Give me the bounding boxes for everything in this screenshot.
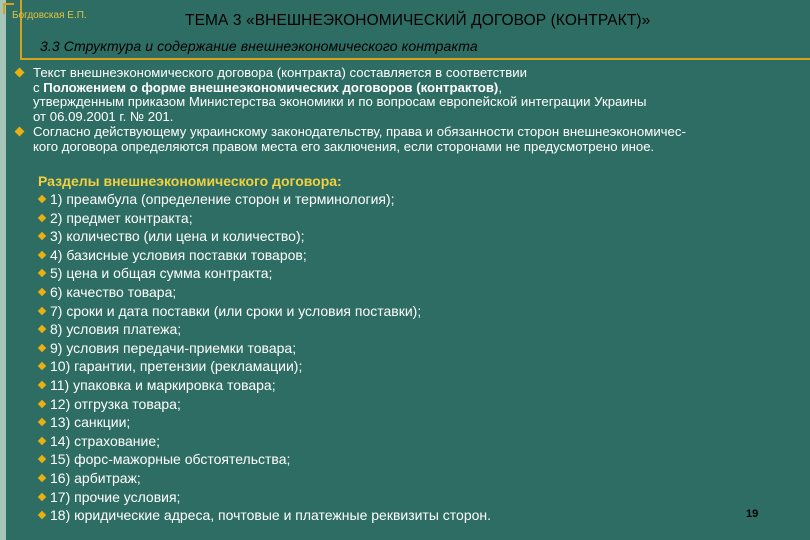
diamond-bullet-icon (15, 68, 25, 78)
bullet-line: от 06.09.2001 г. № 201. (33, 108, 174, 124)
diamond-bullet-icon (38, 232, 46, 240)
section-item-text: 16) арбитраж; (50, 469, 141, 486)
section-item-text: 7) сроки и дата поставки (или сроки и условия поставки); (50, 302, 422, 319)
section-item (38, 320, 598, 339)
section-item (38, 395, 598, 414)
section-item (38, 264, 598, 283)
horizontal-rule (20, 58, 810, 60)
bullet-line (33, 81, 794, 96)
left-ribbon (0, 0, 6, 540)
section-item (38, 227, 598, 246)
contract-sections (38, 172, 598, 525)
section-item (38, 432, 598, 451)
section-item (38, 488, 598, 507)
section-item-text: 17) прочие условия; (50, 488, 181, 505)
diamond-bullet-icon (38, 436, 46, 444)
section-item-text: 11) упаковка и маркировка товара; (50, 376, 276, 393)
section-item-text: 9) условия передачи-приемки товара; (50, 339, 297, 356)
diamond-bullet-icon (38, 213, 46, 221)
regulation-link-text: Положением о форме внешнеэкономических договоров (контрактов) (43, 79, 499, 95)
section-item (38, 413, 598, 432)
section-item (38, 246, 598, 265)
bullet-line: Текст внешнеэкономического договора (контракта) составляется в соответствии (33, 65, 527, 80)
diamond-bullet-icon (38, 362, 46, 370)
author-label: Богдовская Е.П. (12, 10, 87, 21)
bullet-item (14, 66, 794, 124)
section-item-text: 4) базисные условия поставки товаров; (50, 246, 307, 263)
section-item (38, 339, 598, 358)
diamond-bullet-icon (38, 511, 46, 519)
diamond-bullet-icon (38, 325, 46, 333)
section-item-text: 2) предмет контракта; (50, 209, 193, 226)
diamond-bullet-icon (38, 381, 46, 389)
diamond-bullet-icon (15, 127, 25, 137)
section-item (38, 190, 598, 209)
diamond-bullet-icon (38, 269, 46, 277)
slide-title: ТЕМА 3 «ВНЕШНЕЭКОНОМИЧЕСКИЙ ДОГОВОР (КОНТРАКТ)» (185, 12, 651, 29)
section-item-text: 12) отгрузка товара; (50, 395, 181, 412)
section-item-text: 1) преамбула (определение сторон и терминология); (50, 191, 395, 207)
section-item-text: 3) количество (или цена и количество); (50, 228, 305, 245)
section-item (38, 376, 598, 395)
diamond-bullet-icon (38, 455, 46, 463)
diamond-bullet-icon (38, 195, 46, 203)
section-item (38, 506, 598, 525)
diamond-bullet-icon (38, 492, 46, 500)
bullet-line: утвержденным приказом Министерства экономики и по вопросам европейской интеграции Украины (33, 94, 647, 110)
diamond-bullet-icon (38, 251, 46, 259)
diamond-bullet-icon (38, 399, 46, 407)
section-item-text: 14) страхование; (50, 432, 161, 449)
section-item-text: 5) цена и общая сумма контракта; (50, 265, 273, 282)
sections-list (38, 190, 598, 525)
bullet-list (14, 66, 794, 156)
slide-subtitle: 3.3 Структура и содержание внешнеэкономического контракта (40, 38, 478, 54)
bullet-text: , (498, 79, 502, 95)
bullet-line: кого договора определяются правом места его заключения, если сторонами не предусмотрено иное. (33, 138, 655, 154)
section-item (38, 283, 598, 302)
section-item-text: 8) условия платежа; (50, 321, 182, 338)
diamond-bullet-icon (38, 288, 46, 296)
section-item-text: 13) санкции; (50, 414, 131, 431)
page-number: 19 (746, 508, 759, 520)
bullet-line: Согласно действующему украинскому законодательству, права и обязанности сторон внешнеэкономичес- (33, 124, 686, 140)
section-item (38, 450, 598, 469)
sections-heading: Разделы внешнеэкономического договора: (38, 173, 342, 189)
section-item (38, 357, 598, 376)
section-item (38, 302, 598, 321)
diamond-bullet-icon (38, 344, 46, 352)
vertical-rule (20, 0, 22, 60)
diamond-bullet-icon (38, 418, 46, 426)
section-item-text: 18) юридические адреса, почтовые и платежные реквизиты сторон. (50, 507, 492, 524)
bullet-item (14, 125, 794, 154)
diamond-bullet-icon (38, 306, 46, 314)
section-item-text: 10) гарантии, претензии (рекламации); (50, 358, 303, 375)
section-item (38, 469, 598, 488)
section-item-text: 6) качество товара; (50, 283, 177, 300)
section-item-text: 15) форс-мажорные обстоятельства; (50, 451, 291, 468)
section-item (38, 209, 598, 228)
diamond-bullet-icon (38, 474, 46, 482)
bullet-text: с (33, 79, 44, 95)
